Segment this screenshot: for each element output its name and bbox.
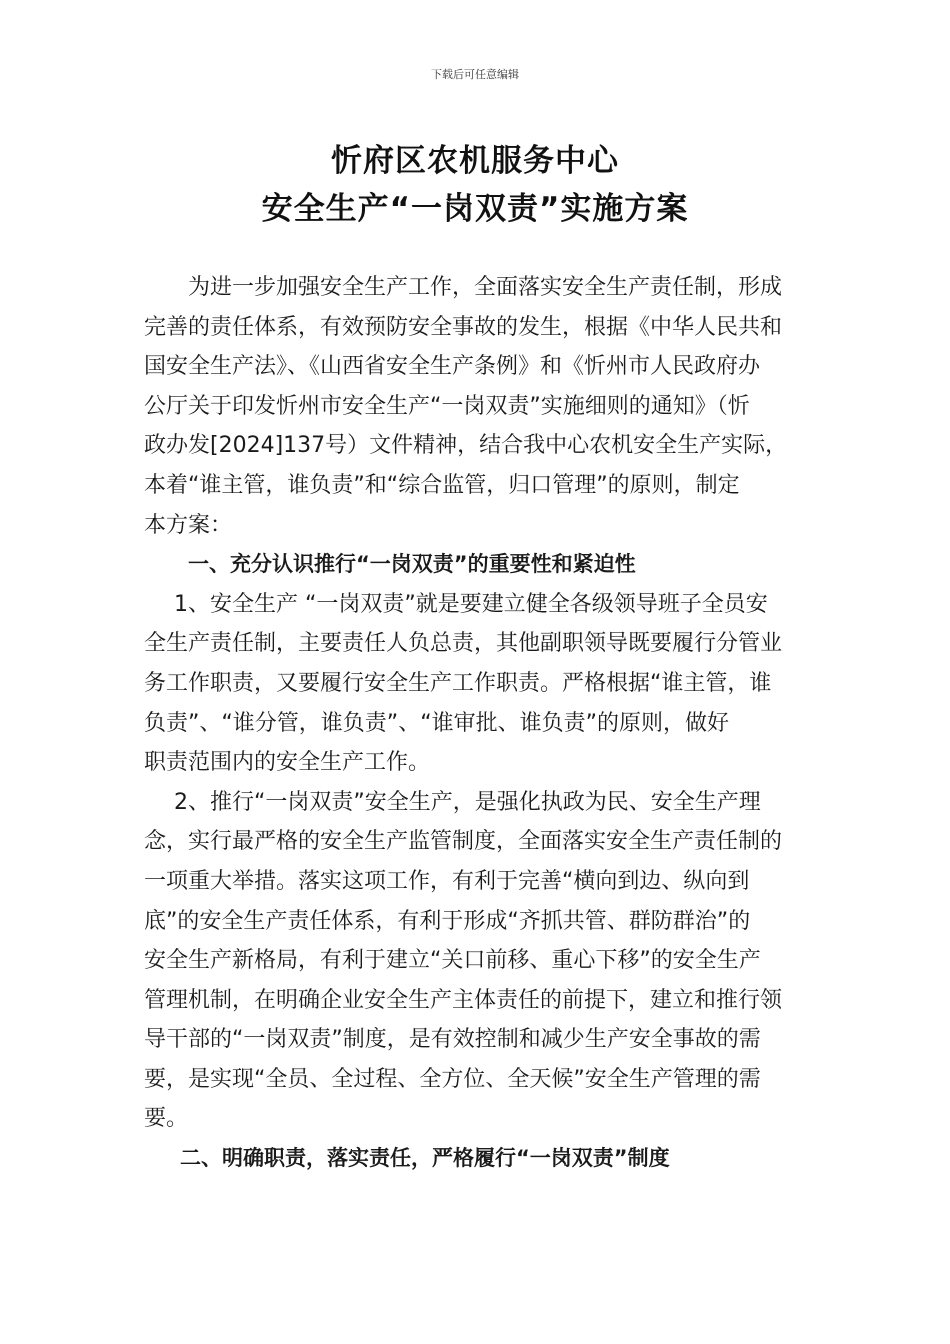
body-line: 本方案： <box>144 512 233 538</box>
body-line: 政办发[2024]137号）文件精神，结合我中心农机安全生产实际， <box>144 433 788 459</box>
document-body <box>144 268 804 1179</box>
header-note: 下载后可任意编辑 <box>431 68 519 81</box>
body-line: 2、推行“一岗双责”安全生产，是强化执政为民、安全生产理 <box>174 789 761 815</box>
body-line: 要，是实现“全员、全过程、全方位、全天候”安全生产管理的需 <box>144 1066 761 1092</box>
body-line: 本着“谁主管，谁负责”和“综合监管，归口管理”的原则，制定 <box>144 472 740 498</box>
body-line: 完善的责任体系，有效预防安全事故的发生，根据《中华人民共和 <box>144 314 783 340</box>
body-line: 负责”、“谁分管，谁负责”、“谁审批、谁负责”的原则，做好 <box>144 710 729 736</box>
body-line: 导干部的“一岗双责”制度，是有效控制和减少生产安全事故的需 <box>144 1027 761 1053</box>
body-line: 公厅关于印发忻州市安全生产“一岗双责”实施细则的通知》（忻 <box>144 393 750 419</box>
body-line: 1、安全生产 “一岗双责”就是要建立健全各级领导班子全员安 <box>174 591 768 617</box>
body-line: 安全生产新格局，有利于建立“关口前移、重心下移”的安全生产 <box>144 948 761 974</box>
section-heading-2: 二、明确职责，落实责任，严格履行“一岗双责”制度 <box>180 1146 670 1171</box>
document-title-line-2: 安全生产“一岗双责”实施方案 <box>261 191 689 227</box>
body-line: 底”的安全生产责任体系，有利于形成“齐抓共管、群防群治”的 <box>144 908 751 934</box>
body-line: 一项重大举措。落实这项工作，有利于完善“横向到边、纵向到 <box>144 868 750 894</box>
body-line: 管理机制，在明确企业安全生产主体责任的前提下，建立和推行领 <box>144 987 783 1013</box>
section-heading-1: 一、充分认识推行“一岗双责”的重要性和紧迫性 <box>188 552 636 577</box>
document-title-line-1: 忻府区农机服务中心 <box>331 143 619 179</box>
body-line: 全生产责任制，主要责任人负总责，其他副职领导既要履行分管业 <box>144 631 783 657</box>
body-line: 国安全生产法》、《山西省安全生产条例》和《忻州市人民政府办 <box>144 354 761 380</box>
body-line: 务工作职责，又要履行安全生产工作职责。严格根据“谁主管，谁 <box>144 670 772 696</box>
body-line: 职责范围内的安全生产工作。 <box>144 750 431 776</box>
body-line: 为进一步加强安全生产工作，全面落实安全生产责任制，形成 <box>188 275 783 300</box>
body-line: 要。 <box>144 1106 189 1132</box>
body-line: 念，实行最严格的安全生产监管制度，全面落实安全生产责任制的 <box>144 829 783 855</box>
